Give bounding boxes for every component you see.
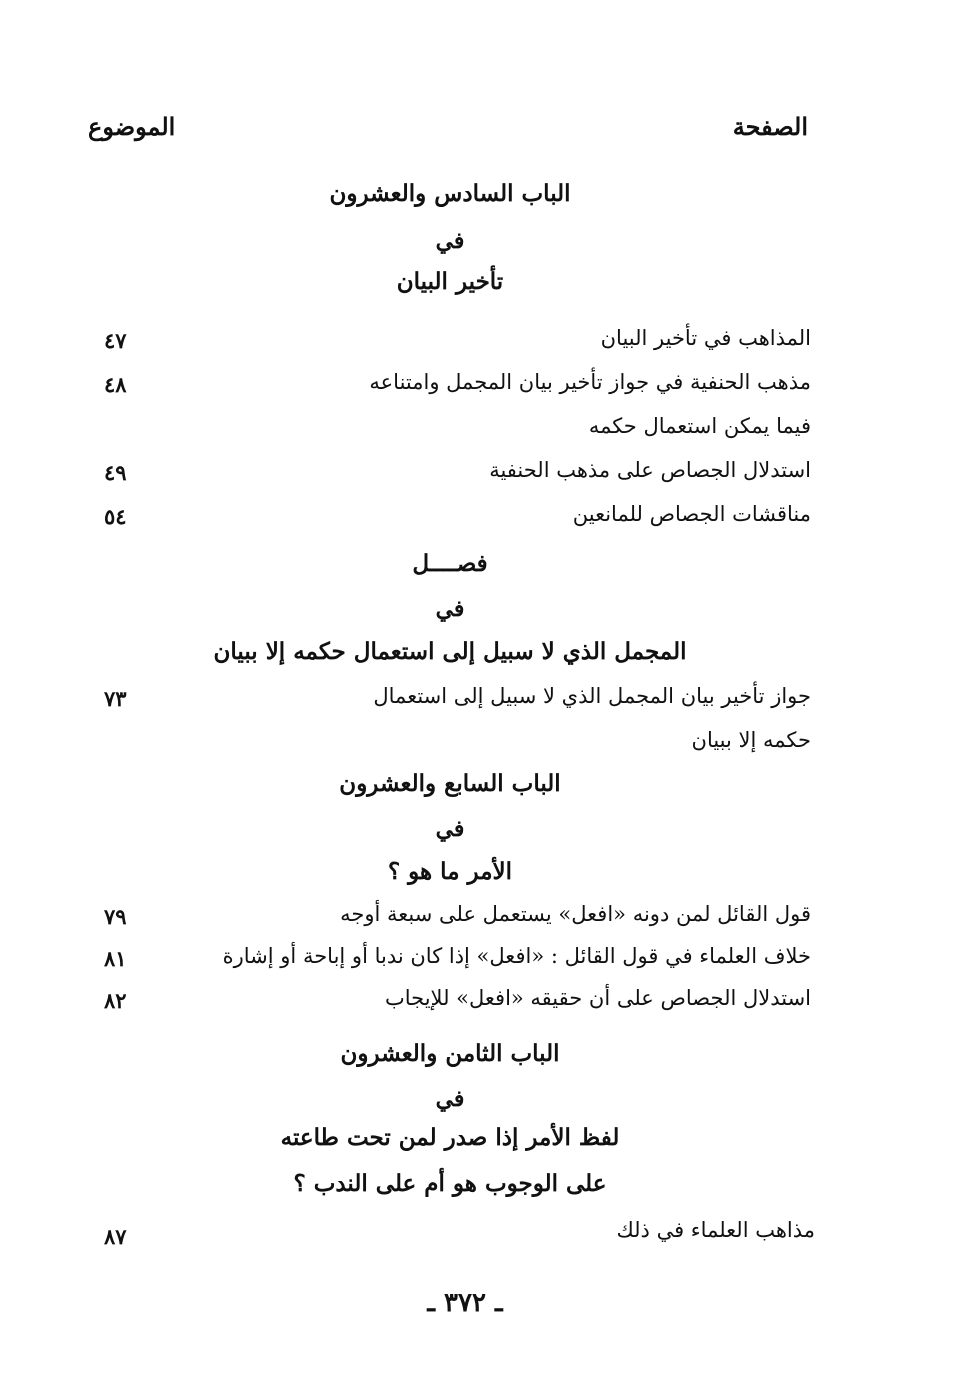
toc-page-number: ٧٩ bbox=[104, 904, 127, 929]
toc-page-number: ٥٤ bbox=[104, 504, 127, 529]
section-fasl-subject: المجمل الذي لا سبيل إلى استعمال حكمه إلا ببيان bbox=[213, 638, 687, 665]
chapter-27-fi: في bbox=[435, 816, 465, 842]
toc-entry: فيما يمكن استعمال حكمه bbox=[588, 414, 811, 438]
chapter-26-fi: في bbox=[435, 228, 465, 254]
toc-entry: استدلال الجصاص على أن حقيقه «افعل» للإيجاب bbox=[384, 986, 811, 1010]
toc-entry: مذاهب العلماء في ذلك bbox=[616, 1218, 815, 1242]
toc-entry: المذاهب في تأخير البيان bbox=[600, 326, 811, 350]
toc-page-number: ٤٧ bbox=[104, 328, 127, 353]
toc-entry: خلاف العلماء في قول القائل : «افعل» إذا كان ندبا أو إباحة أو إشارة bbox=[222, 944, 811, 968]
toc-page-number: ٤٩ bbox=[104, 460, 127, 485]
toc-page-number: ٤٨ bbox=[104, 372, 127, 397]
toc-entry: استدلال الجصاص على مذهب الحنفية bbox=[489, 458, 811, 482]
section-fasl-title: فصــــل bbox=[412, 550, 488, 577]
toc-entry: جواز تأخير بيان المجمل الذي لا سبيل إلى استعمال bbox=[373, 684, 811, 708]
toc-page-number: ٧٣ bbox=[104, 686, 127, 711]
chapter-28-subject-line2: على الوجوب هو أم على الندب ؟ bbox=[293, 1170, 607, 1197]
toc-page-number: ٨٧ bbox=[104, 1224, 127, 1249]
toc-entry: حكمه إلا ببيان bbox=[691, 728, 811, 752]
chapter-26-subject: تأخير البيان bbox=[396, 268, 504, 295]
page-column-header: الصفحة bbox=[732, 112, 808, 141]
chapter-26-title: الباب السادس والعشرون bbox=[329, 180, 571, 207]
toc-page-number: ٨١ bbox=[104, 946, 127, 971]
toc-entry: مناقشات الجصاص للمانعين bbox=[572, 502, 811, 526]
topic-column-header: الموضوع bbox=[88, 112, 176, 141]
chapter-27-subject: الأمر ما هو ؟ bbox=[387, 858, 513, 885]
toc-page-number: ٨٢ bbox=[104, 988, 127, 1013]
chapter-28-title: الباب الثامن والعشرون bbox=[340, 1040, 560, 1067]
chapter-27-title: الباب السابع والعشرون bbox=[339, 770, 561, 797]
chapter-28-fi: في bbox=[435, 1086, 465, 1112]
section-fasl-fi: في bbox=[435, 596, 465, 622]
page-number-footer: ـ ٣٧٢ ـ bbox=[427, 1288, 503, 1318]
toc-entry: قول القائل لمن دونه «افعل» يستعمل على سبعة أوجه bbox=[340, 902, 811, 926]
chapter-28-subject-line1: لفظ الأمر إذا صدر لمن تحت طاعته bbox=[280, 1124, 620, 1151]
toc-entry: مذهب الحنفية في جواز تأخير بيان المجمل وامتناعه bbox=[369, 370, 811, 394]
